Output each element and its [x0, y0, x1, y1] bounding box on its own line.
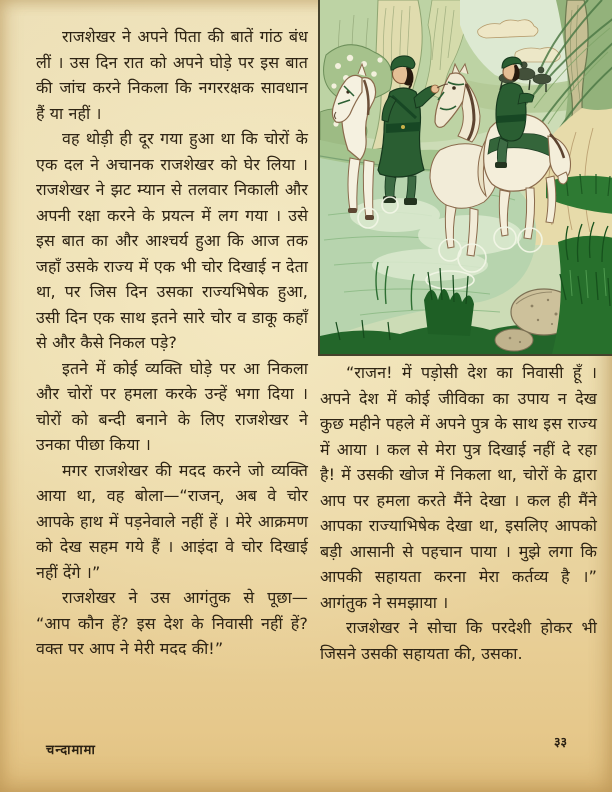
page-number: ३३ — [554, 734, 568, 749]
story-paragraph: राजशेखर ने उस आगंतुक से पूछा— “आप कौन हें? इस देश के निवासी नहीं हें? वक्त पर आप ने मेरी मदद की!” — [36, 588, 308, 658]
grass-bottom-right — [552, 222, 612, 354]
story-illustration — [318, 0, 612, 356]
magazine-title: चन्दामामा — [46, 743, 96, 758]
left-text-column — [36, 24, 308, 662]
story-paragraph: राजशेखर ने अपने पिता की बातें गांठ बंध लीं । उस दिन रात को अपने घोड़े पर इस बात की जांच करने निकला कि नगररक्षक सावधान हैं या नहीं । — [36, 27, 308, 123]
story-paragraph: राजशेखर ने सोचा कि परदेशी होकर भी जिसने उसकी सहायता की, उसका. — [320, 618, 597, 663]
story-paragraph: “राजन! में पड़ोसी देश का निवासी हूँ । अपने देश में कोई जीविका का उपाय न देख कुछ महीने पहले में अपने पुत्र के साथ इस राज्य में आया । कल से मेरा पुत्र दिखाई नहीं दे रहा है! में उसकी खोज में निकला था, चोरों के द्वारा आप पर हमला करते मैंने देखा । कल ही मैंने आपका राज्याभिषेक देखा था, इसलिए आपको बड़ी आसानी से पहचान पाया । मुझे लगा कि आपकी सहायता करना मेरा कर्तव्य है ।” आगंतुक ने समझाया । — [320, 363, 597, 612]
right-text-column — [320, 360, 597, 666]
story-paragraph: इतने में कोई व्यक्ति घोड़े पर आ निकला और चोरों पर हमला करके उन्हें भगा दिया । चोरों को बन्दी बनाने के लिए राजशेखर ने उनका पीछा किया । — [36, 358, 308, 454]
story-paragraph: मगर राजशेखर की मदद करने जो व्यक्ति आया था, वह बोला—“राजन्, अब वे चोर आपके हाथ में पड़नेवाले नहीं हें । मेरे आक्रमण को देख सहम गये हैं । आइंदा वे चोर दिखाई नहीं देंगे ।” — [36, 460, 308, 582]
story-paragraph: वह थोड़ी ही दूर गया हुआ था कि चोरों के एक दल ने अचानक राजशेखर को घेर लिया । राजशेखर ने झट म्यान से तलवार निकाली और अपनी रक्षा करने के प्रयत्न में लग गया । उसे इस बात का और आश्चर्य हुआ कि आज तक जहाँ उसके राज्य में एक भी चोर दिखाई न देता था, पर जिस दिन उसका राज्यभिषेक हुआ, उसी दिन एक साथ इतने सारे चोर व डाकू कहाँ से और कैसे निकल पड़े? — [36, 129, 308, 352]
